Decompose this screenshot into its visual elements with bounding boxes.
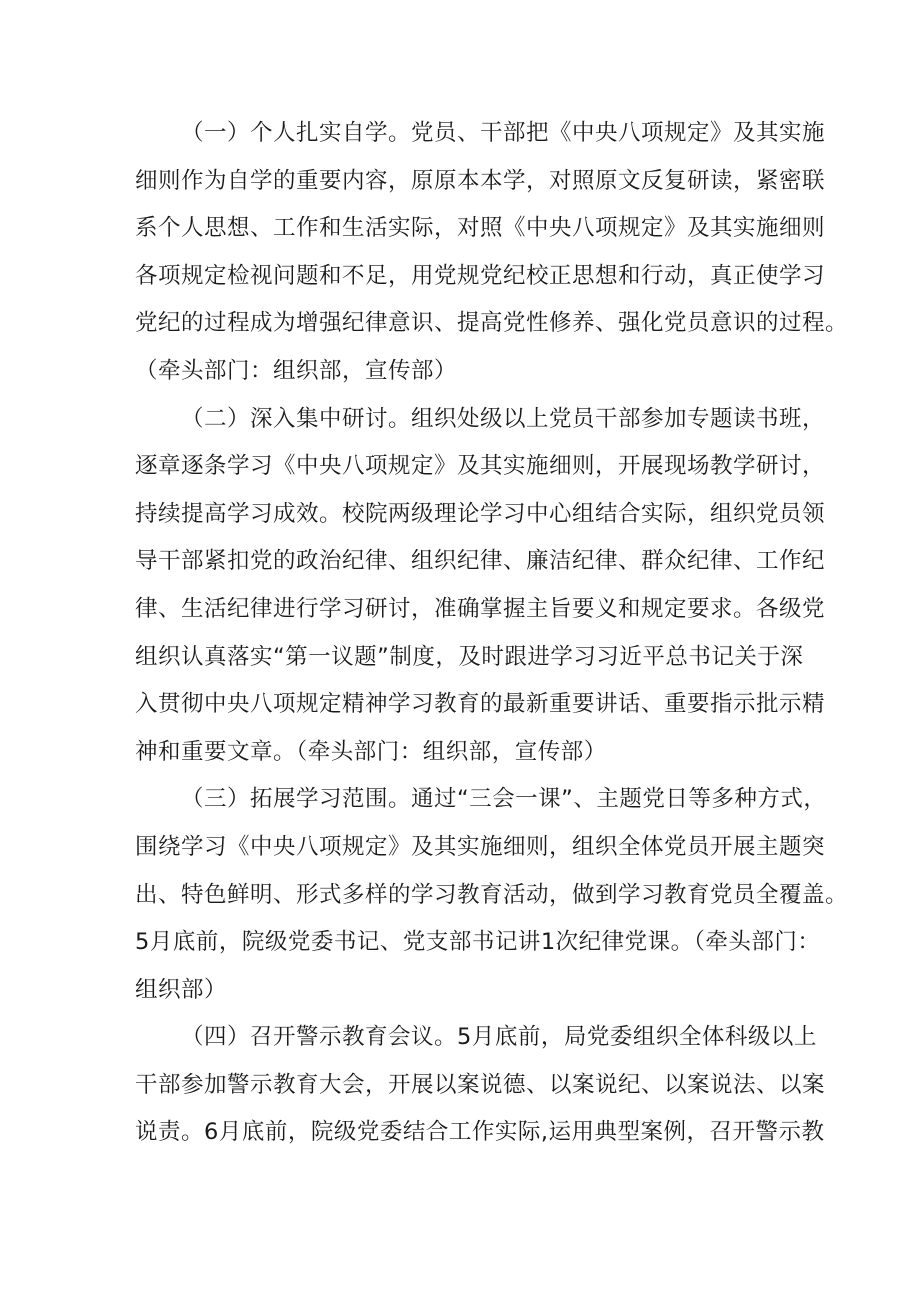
paragraph-2 xyxy=(135,396,826,777)
paragraph-line: （三）拓展学习范围。通过“三会一课”、主题党日等多种方式， xyxy=(181,786,827,813)
document-body xyxy=(135,110,849,1157)
paragraph-line: 持续提高学习成效。校院两级理论学习中心组结合实际，组织党员领 xyxy=(135,500,826,527)
paragraph-line: （二）深入集中研讨。组织处级以上党员干部参加专题读书班， xyxy=(181,405,826,432)
paragraph-4 xyxy=(135,1014,826,1157)
paragraph-line: 导干部紧扣党的政治纪律、组织纪律、廉洁纪律、群众纪律、工作纪 xyxy=(135,548,826,575)
paragraph-line: 入贯彻中央八项规定精神学习教育的最新重要讲话、重要指示批示精 xyxy=(135,691,826,718)
paragraph-line: 律、生活纪律进行学习研讨，准确掌握主旨要义和规定要求。各级党 xyxy=(135,595,826,622)
paragraph-line: 各项规定检视问题和不足，用党规党纪校正思想和行动，真正使学习 xyxy=(135,262,826,289)
paragraph-line: 干部参加警示教育大会，开展以案说德、以案说纪、以案说法、以案 xyxy=(135,1071,826,1098)
paragraph-line: 5月底前，院级党委书记、党支部书记讲1次纪律党课。（牵头部门： xyxy=(135,929,821,956)
paragraph-line: 说责。6月底前，院级党委结合工作实际,运用典型案例，召开警示教 xyxy=(135,1119,825,1146)
paragraph-3 xyxy=(135,776,849,1014)
paragraph-line: 出、特色鲜明、形式多样的学习教育活动，做到学习教育党员全覆盖。 xyxy=(135,881,849,908)
paragraph-line: 组织部） xyxy=(135,976,228,1003)
paragraph-line: （牵头部门：组织部，宣传部） xyxy=(135,357,458,384)
paragraph-line: 围绕学习《中央八项规定》及其实施细则，组织全体党员开展主题突 xyxy=(135,833,826,860)
paragraph-line: 系个人思想、工作和生活实际，对照《中央八项规定》及其实施细则 xyxy=(135,215,826,242)
paragraph-line: 党纪的过程成为增强纪律意识、提高党性修养、强化党员意识的过程。 xyxy=(135,310,849,337)
paragraph-1 xyxy=(135,110,849,396)
paragraph-line: （一）个人扎实自学。党员、干部把《中央八项规定》及其实施 xyxy=(181,120,826,146)
paragraph-line: 组织认真落实“第一议题”制度，及时跟进学习习近平总书记关于深 xyxy=(135,643,804,670)
paragraph-line: 细则作为自学的重要内容，原原本本学，对照原文反复研读，紧密联 xyxy=(135,167,826,194)
paragraph-line: 神和重要文章。（牵头部门：组织部，宣传部） xyxy=(135,738,607,765)
paragraph-line: （四）召开警示教育会议。5月底前，局党委组织全体科级以上 xyxy=(181,1024,817,1051)
paragraph-line: 逐章逐条学习《中央八项规定》及其实施细则，开展现场教学研讨， xyxy=(135,453,826,480)
